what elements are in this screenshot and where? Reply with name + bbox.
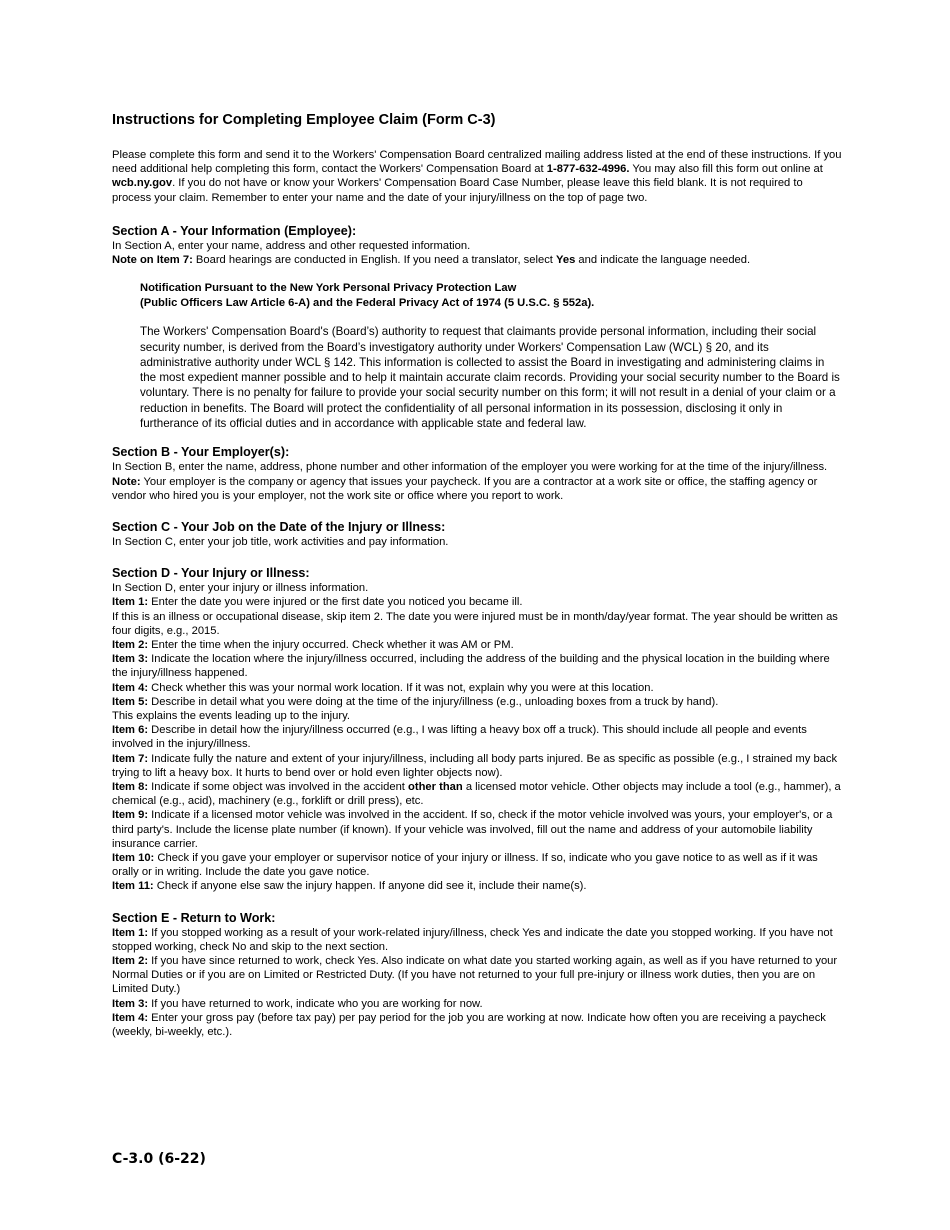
item-text: Indicate fully the nature and extent of your injury/illness, including all body parts injured. Be as specific as possible (e.g., I strained my back trying to lift a heavy box. It hurts to bend over or hold even lighter objects now). bbox=[112, 752, 838, 779]
section-e bbox=[112, 911, 842, 1040]
section-b-line: In Section B, enter the name, address, phone number and other information of the employer you were working for at the time of the injury/illness. bbox=[112, 461, 828, 474]
item-label: Item 2: bbox=[112, 638, 149, 651]
section-a bbox=[112, 224, 842, 267]
item-label: Item 9: bbox=[112, 809, 149, 822]
item-7 bbox=[112, 752, 842, 780]
item-text-1: Indicate if some object was involved in the accident bbox=[148, 780, 409, 793]
item-text: Enter the time when the injury occurred. Check whether it was AM or PM. bbox=[148, 638, 514, 651]
phone-number: 1-877-632-4996. bbox=[546, 163, 630, 176]
section-a-line: In Section A, enter your name, address and other requested information. bbox=[112, 239, 471, 252]
item-label: Item 4: bbox=[112, 681, 149, 694]
section-b-heading: Section B - Your Employer(s): bbox=[112, 445, 290, 460]
instructions-page bbox=[112, 112, 842, 1039]
section-c bbox=[112, 520, 842, 549]
note-label: Note on Item 7: bbox=[112, 254, 193, 267]
section-a-note bbox=[112, 253, 842, 267]
item-label: Item 10: bbox=[112, 851, 155, 864]
item-8 bbox=[112, 780, 842, 808]
note-label: Note: bbox=[112, 475, 141, 488]
notice-heading-line-2: (Public Officers Law Article 6-A) and the Federal Privacy Act of 1974 (5 U.S.C. § 552a). bbox=[140, 296, 595, 309]
item-label: Item 11: bbox=[112, 880, 154, 893]
section-d bbox=[112, 566, 842, 893]
note-text: Your employer is the company or agency that issues your paycheck. If you are a contractor at a work site or office, the staffing agency or vendor who hired you is your employer, not the work site or office where you report to work. bbox=[112, 475, 818, 502]
section-e-heading: Section E - Return to Work: bbox=[112, 910, 276, 925]
item-emphasis: other than bbox=[408, 780, 463, 793]
item-label: Item 1: bbox=[112, 596, 149, 609]
item-label: Item 1: bbox=[112, 926, 149, 939]
item-label: Item 3: bbox=[112, 653, 149, 666]
form-code-footer: C-3.0 (6-22) bbox=[112, 1151, 206, 1167]
intro-paragraph bbox=[112, 148, 842, 205]
privacy-notice-heading bbox=[140, 281, 840, 310]
section-c-heading: Section C - Your Job on the Date of the Injury or Illness: bbox=[112, 519, 446, 534]
item-text: If you have since returned to work, check Yes. Also indicate on what date you started working again, as well as if you have returned to your Normal Duties or if you are on Limited or Restricted Duty. (If you have not returned to your full pre-injury or illness work duties, then you are on Limited Duty.) bbox=[112, 954, 838, 996]
item-label: Item 2: bbox=[112, 954, 149, 967]
item-4 bbox=[112, 1011, 842, 1039]
page-title: Instructions for Completing Employee Claim (Form C-3) bbox=[112, 112, 496, 128]
privacy-notice-body: The Workers' Compensation Board's (Board’s) authority to request that claimants provide personal information, including their social security number, is derived from the Board’s investigatory authority under Workers' Compensation Law (WCL) § 20, and its administrative authority under WCL § 142. This information is collected to assist the Board in investigating and administering claims in the most expedient manner possible and to help it maintain accurate claim records. Providing your social security number to the Board is voluntary. There is no penalty for failure to provide your social security number on this form; it will not result in a denial of your claim or a reduction in benefits. The Board will protect the confidentiality of all personal information in its possession, disclosing it only in furtherance of its official duties and in accordance with applicable state and federal law. bbox=[140, 325, 840, 430]
item-text: Indicate the location where the injury/illness occurred, including the address of the building and the physical location in the building where the injury/illness happened. bbox=[112, 653, 830, 680]
item-text: Describe in detail what you were doing at the time of the injury/illness (e.g., unloading boxes from a truck by hand). bbox=[148, 695, 719, 708]
item-2 bbox=[112, 638, 842, 652]
item-1 bbox=[112, 595, 842, 609]
item-text: Enter your gross pay (before tax pay) per pay period for the job you are working at now. Indicate how often you are receiving a paycheck (weekly, bi-weekly, etc.). bbox=[112, 1011, 826, 1038]
item-label: Item 7: bbox=[112, 752, 149, 765]
item-text: If you stopped working as a result of your work-related injury/illness, check Yes and indicate the date you stopped working. If you have not stopped working, check No and skip to the next section. bbox=[112, 926, 833, 953]
intro-text-1: Please complete this form and send it to the Workers' Compensation Board centralized mailing address listed at the end of these instructions. If you need additional help completing this form, contact the Workers' Compensation Board at bbox=[112, 149, 842, 176]
item-10 bbox=[112, 851, 842, 879]
item-5 bbox=[112, 695, 842, 709]
item-label: Item 6: bbox=[112, 724, 149, 737]
note-text-1: Board hearings are conducted in English. If you need a translator, select bbox=[192, 254, 557, 267]
note-yes: Yes bbox=[556, 254, 576, 267]
item-label: Item 8: bbox=[112, 780, 149, 793]
intro-text-3: . If you do not have or know your Workers' Compensation Board Case Number, please leave this field blank. It is not required to process your claim. Remember to enter your name and the date of your injury/illness on the top of page two. bbox=[112, 177, 803, 204]
item-label: Item 3: bbox=[112, 997, 149, 1010]
item-text: Enter the date you were injured or the first date you noticed you became ill. bbox=[148, 596, 523, 609]
section-d-line: In Section D, enter your injury or illness information. bbox=[112, 582, 369, 595]
item-9 bbox=[112, 808, 842, 851]
item-text: Check whether this was your normal work location. If it was not, explain why you were at this location. bbox=[148, 681, 654, 694]
item-label: Item 5: bbox=[112, 695, 149, 708]
item-label: Item 4: bbox=[112, 1011, 149, 1024]
section-b-note bbox=[112, 475, 842, 503]
item-text-2: a licensed motor vehicle. Other objects may include a tool (e.g., hammer), a chemical (e.g., acid), machinery (e.g., forklift or drill press), etc. bbox=[112, 780, 841, 808]
item-text: If you have returned to work, indicate who you are working for now. bbox=[148, 997, 483, 1010]
item-4 bbox=[112, 681, 842, 695]
item-2 bbox=[112, 954, 842, 997]
item-11 bbox=[112, 879, 842, 893]
section-b bbox=[112, 445, 842, 503]
item-text: Indicate if a licensed motor vehicle was involved in the accident. If so, check if the motor vehicle involved was yours, your employer's, or a third party's. Include the license plate number (if known). If your vehicle was involved, fill out the name and address of your automobile liability insurance carrier. bbox=[112, 809, 833, 850]
intro-text-2: You may also fill this form out online at bbox=[629, 163, 823, 176]
privacy-notice bbox=[140, 281, 840, 431]
item-5-extra: This explains the events leading up to the injury. bbox=[112, 709, 350, 722]
item-text: Check if you gave your employer or supervisor notice of your injury or illness. If so, indicate who you gave notice to as well as if it was orally or in writing. Include the date you gave notice. bbox=[112, 851, 818, 879]
section-d-heading: Section D - Your Injury or Illness: bbox=[112, 566, 310, 581]
item-3 bbox=[112, 997, 842, 1011]
item-text: Check if anyone else saw the injury happen. If anyone did see it, include their name(s). bbox=[153, 880, 587, 893]
section-c-line: In Section C, enter your job title, work activities and pay information. bbox=[112, 535, 449, 548]
item-1-extra: If this is an illness or occupational disease, skip item 2. The date you were injured must be in month/day/year format. The year should be written as four digits, e.g., 2015. bbox=[112, 610, 838, 637]
notice-heading-line-1: Notification Pursuant to the New York Personal Privacy Protection Law bbox=[140, 282, 517, 295]
note-text-2: and indicate the language needed. bbox=[575, 254, 751, 267]
item-1 bbox=[112, 926, 842, 954]
item-3 bbox=[112, 652, 842, 680]
section-a-heading: Section A - Your Information (Employee): bbox=[112, 223, 357, 238]
item-text: Describe in detail how the injury/illness occurred (e.g., I was lifting a heavy box off a truck). This should include all people and events involved in the injury/illness. bbox=[112, 724, 807, 751]
item-6 bbox=[112, 723, 842, 751]
website-link[interactable]: wcb.ny.gov bbox=[112, 177, 173, 190]
